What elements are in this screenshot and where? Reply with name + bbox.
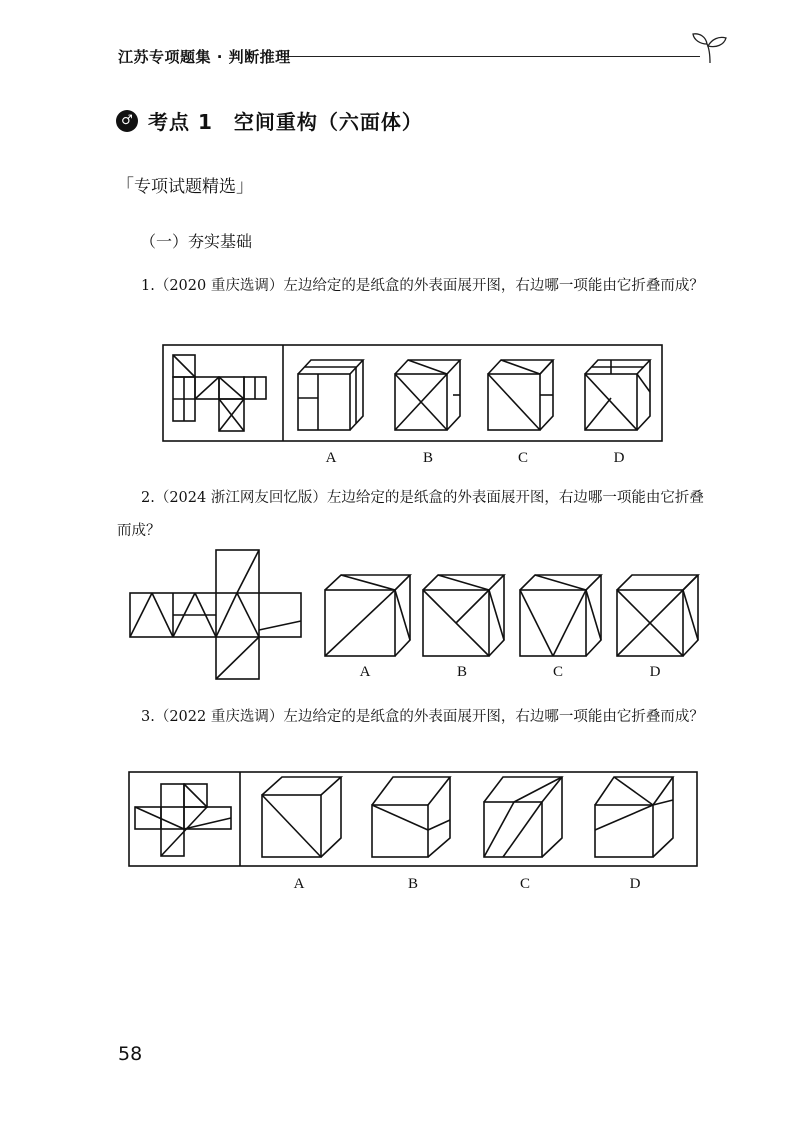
q3-option-a-cube (262, 777, 341, 857)
section-badge-icon: ♂ (116, 110, 138, 132)
q2-option-c-label: C (552, 664, 563, 680)
bracket-close: 」 (236, 176, 254, 197)
bracket-open: 「 (116, 176, 134, 197)
q2-option-d-label: D (649, 664, 661, 680)
subsection-label: 专项试题精选 (134, 177, 236, 197)
q1-option-c-label: C (517, 450, 528, 466)
page-number: 58 (118, 1043, 143, 1065)
q3-frame (129, 772, 697, 866)
q2-option-b-label: B (456, 664, 467, 680)
question-3-text: 3.（2022 重庆选调）左边给定的是纸盒的外表面展开图，右边哪一项能由它折叠而成？ (141, 709, 704, 725)
q3-option-b-cube (372, 777, 450, 857)
q1-option-b-label: B (422, 450, 433, 466)
question-1-text: 1.（2020 重庆选调）左边给定的是纸盒的外表面展开图，右边哪一项能由它折叠而成？ (141, 278, 704, 294)
question-2-text: 2.（2024 浙江网友回忆版）左边给定的是纸盒的外表面展开图，右边哪一项能由它折叠而成？ (117, 490, 704, 539)
q3-option-c-cube (484, 777, 562, 857)
section-title: 考点 1 空间重构（六面体） (148, 110, 423, 134)
q2-option-a-label: A (359, 664, 371, 680)
subsubsection-title: （一）夯实基础 (140, 232, 253, 251)
running-header: 江苏专项题集 · 判断推理 (118, 48, 291, 66)
q3-net (135, 784, 231, 856)
q3-option-d-label: D (629, 876, 641, 892)
q3-option-b-label: B (407, 876, 418, 892)
q1-option-a-label: A (325, 450, 337, 466)
q3-option-d-cube (595, 777, 673, 857)
q3-option-a-label: A (293, 876, 305, 892)
q1-option-d-label: D (613, 450, 625, 466)
q3-option-c-label: C (519, 876, 530, 892)
